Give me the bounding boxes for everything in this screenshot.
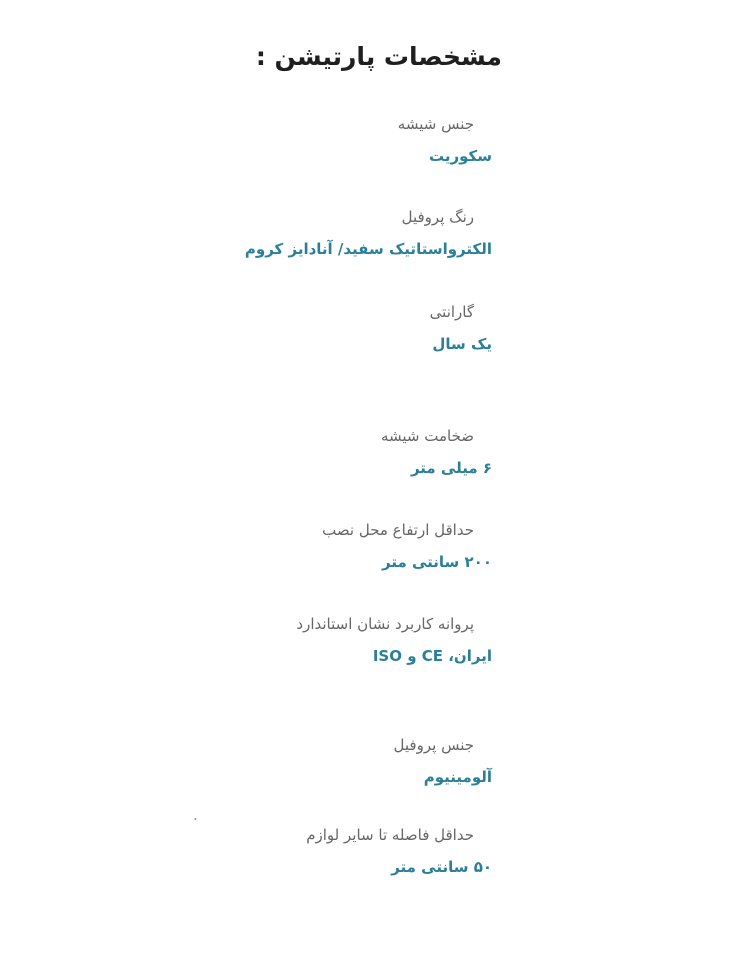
spec-label: حداقل ارتفاع محل نصب [322,521,474,539]
spec-label: پروانه کاربرد نشان استاندارد [296,615,474,633]
spec-label: گارانتی [429,303,474,321]
spec-item-profile-color [245,208,492,258]
spec-item-min-install-height [322,521,492,571]
spec-label: ضخامت شیشه [380,427,474,445]
spec-item-profile-material [394,736,492,786]
spec-value: ۵۰ سانتی متر [391,858,492,876]
spec-value: یک سال [432,335,492,353]
spec-value: سکوریت [428,147,492,165]
spec-item-standard-license [296,615,492,665]
spec-value: ۲۰۰ سانتی متر [382,553,492,571]
spec-label: جنس شیشه [397,115,474,133]
spec-value: ۶ میلی متر [410,459,492,477]
spec-label: حداقل فاصله تا سایر لوازم [306,826,474,844]
spec-item-glass-thickness [381,427,492,477]
spec-item-warranty [430,303,492,353]
spec-label: جنس پروفیل [393,736,474,754]
spec-value: الکترواستاتیک سفید/ آنادایز کروم [244,240,492,258]
spec-item-glass-material [398,115,492,165]
spec-item-min-distance [306,826,492,876]
spec-value: ایران، CE و ISO [372,647,492,665]
page-title: مشخصات پارتیشن : [255,42,502,71]
spec-value: آلومینیوم [423,768,492,786]
spec-label: رنگ پروفیل [401,208,474,226]
